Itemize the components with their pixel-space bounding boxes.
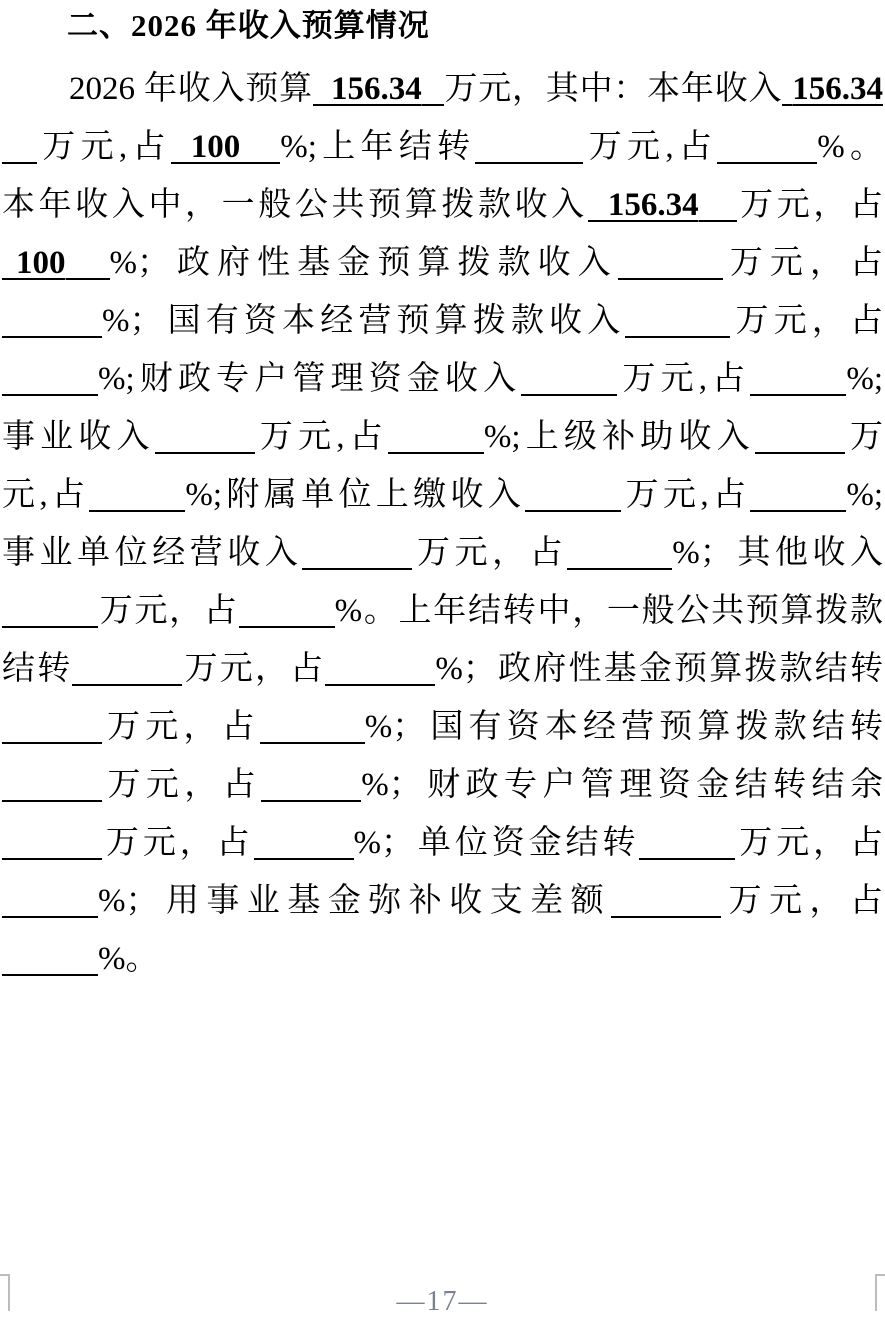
blank-underline-field [155, 422, 255, 454]
blank-underline-field [2, 712, 102, 744]
paragraph-line [2, 350, 883, 408]
text-run: 万元,占 [254, 419, 388, 455]
paragraph-line [2, 814, 883, 872]
text-run: 万元，占 [182, 651, 326, 687]
blank-underline-field [625, 306, 730, 338]
text-run: 万元，其中：本年收入 [443, 71, 783, 107]
blank-underline-field [325, 654, 435, 686]
blank-underline-field [260, 712, 365, 744]
blank-underline-field [525, 480, 621, 512]
text-run: %;上级补助收入 [483, 419, 755, 455]
blank-underline-field [313, 74, 331, 106]
filled-value: 156.34 [607, 187, 699, 223]
paragraph-line [2, 756, 883, 814]
text-run: %；其他收入 [672, 535, 883, 571]
blank-underline-field [475, 132, 583, 164]
text-run: 万元，占 [102, 825, 254, 861]
blank-underline-field [302, 538, 412, 570]
text-run: 事业单位经营收入 [2, 535, 303, 571]
blank-underline-field [588, 190, 608, 222]
blank-underline-field [2, 596, 98, 628]
text-run: %；政府性基金预算拨款结转 [435, 651, 883, 687]
paragraph-line [2, 872, 883, 930]
section-heading: 二、2026 年收入预算情况 [67, 8, 430, 43]
text-run: %。 [98, 941, 159, 977]
blank-underline-field [521, 364, 617, 396]
text-run: %；国有资本经营预算拨款结转 [364, 709, 883, 745]
text-run: 万元，占 [730, 303, 883, 339]
filled-value: 156.34 [330, 71, 422, 107]
blank-underline-field [388, 422, 484, 454]
paragraph-line [2, 408, 883, 466]
filled-value: 100 [190, 129, 241, 165]
paragraph-lines [0, 60, 885, 988]
text-run: 万元,占 [621, 477, 751, 513]
filled-value: 156.34 [792, 71, 883, 107]
text-run: 万 [844, 419, 883, 455]
blank-underline-field [2, 944, 98, 976]
text-run: 万元,占 [37, 129, 171, 165]
blank-underline-field [2, 770, 102, 802]
blank-underline-field [254, 828, 354, 860]
paragraph-line [2, 640, 883, 698]
text-run: %;附属单位上缴收入 [185, 477, 526, 513]
blank-underline-field [66, 248, 110, 280]
text-run: %。 [817, 129, 883, 165]
blank-underline-field [699, 190, 737, 222]
blank-underline-field [750, 480, 846, 512]
text-run: %；国有资本经营预算拨款收入 [102, 303, 626, 339]
blank-underline-field [240, 132, 280, 164]
blank-underline-field [89, 480, 185, 512]
filled-value: 100 [16, 245, 66, 281]
text-run: 万元，占 [722, 245, 883, 281]
text-run: %；财政专户管理资金结转结余 [361, 767, 883, 803]
paragraph-line [2, 292, 883, 350]
blank-underline-field [2, 886, 98, 918]
blank-underline-field [782, 74, 792, 106]
blank-underline-field [2, 248, 16, 280]
text-run: %;上年结转 [280, 129, 476, 165]
paragraph-line [2, 930, 883, 988]
text-run: 万元，占 [102, 709, 260, 745]
paragraph-line [2, 582, 883, 640]
blank-underline-field [567, 538, 672, 570]
blank-underline-field [611, 886, 721, 918]
paragraph-line [2, 118, 883, 176]
blank-underline-field [171, 132, 191, 164]
crop-mark-left-horizontal [0, 1274, 8, 1276]
text-run: 万元，占 [412, 535, 568, 571]
blank-underline-field [2, 364, 98, 396]
text-run: 万元，占 [102, 767, 262, 803]
blank-underline-field [261, 770, 361, 802]
text-run: %；用事业基金弥补收支差额 [98, 883, 612, 919]
text-run: 万元，占 [98, 593, 239, 629]
text-run: 结转 [2, 651, 73, 687]
paragraph-line [2, 466, 883, 524]
paragraph-line [2, 524, 883, 582]
crop-mark-right-horizontal [877, 1274, 885, 1276]
text-run: 元,占 [2, 477, 90, 513]
page-number: —17— [396, 1286, 489, 1317]
text-run: %; [846, 477, 883, 513]
text-run: 万元，占 [721, 883, 883, 919]
text-run: 本年收入中，一般公共预算拨款收入 [2, 187, 588, 223]
text-run: %；政府性基金预算拨款收入 [109, 245, 618, 281]
text-run: 万元，占 [736, 187, 883, 223]
blank-underline-field [422, 74, 444, 106]
text-run: 事业收入 [2, 419, 155, 455]
paragraph-line [2, 698, 883, 756]
blank-underline-field [717, 132, 817, 164]
blank-underline-field [2, 306, 102, 338]
text-run: 2026 年收入预算 [69, 71, 313, 107]
blank-underline-field [755, 422, 845, 454]
blank-underline-field [72, 654, 182, 686]
blank-underline-field [2, 828, 102, 860]
blank-underline-field [618, 248, 723, 280]
text-run: %;财政专户管理资金收入 [98, 361, 522, 397]
blank-underline-field [639, 828, 735, 860]
blank-underline-field [750, 364, 846, 396]
text-run: 万元，占 [735, 825, 883, 861]
blank-underline-field [2, 132, 37, 164]
paragraph-line [2, 234, 883, 292]
blank-underline-field [239, 596, 335, 628]
text-run: %；单位资金结转 [353, 825, 640, 861]
paragraph-line [2, 60, 883, 118]
paragraph-line [2, 176, 883, 234]
text-run: %。上年结转中，一般公共预算拨款 [334, 593, 883, 629]
text-run: 万元,占 [583, 129, 718, 165]
text-run: 万元,占 [617, 361, 751, 397]
text-run: %; [846, 361, 883, 397]
